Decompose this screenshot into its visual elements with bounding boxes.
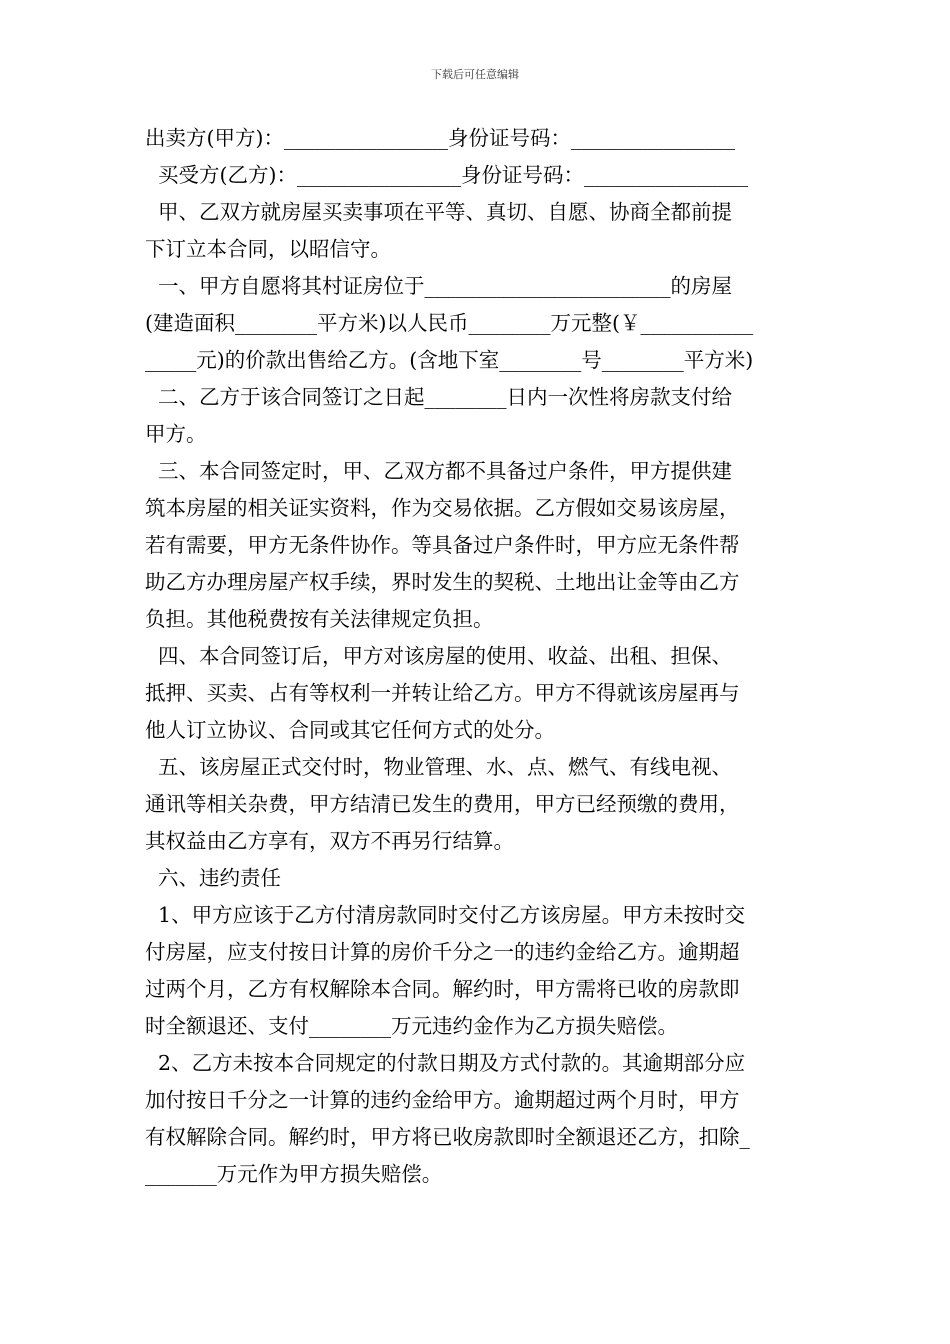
contract-line: 付房屋，应支付按日计算的房价千分之一的违约金给乙方。逾期超 <box>145 940 740 964</box>
contract-line: 其权益由乙方享有，双方不再另行结算。 <box>145 829 514 853</box>
contract-line: 甲、乙双方就房屋买卖事项在平等、真切、自愿、协商全都前提 <box>145 200 733 224</box>
contract-line: (建造面积________平方米)以人民币________万元整(￥___________ <box>145 311 754 335</box>
contract-line: 若有需要，甲方无条件协作。等具备过户条件时，甲方应无条件帮 <box>145 533 740 557</box>
contract-line: 下订立本合同，以昭信守。 <box>145 237 391 261</box>
contract-line: 有权解除合同。解约时，甲方将已收房款即时全额退还乙方，扣除_ <box>145 1125 750 1149</box>
contract-line: 六、违约责任 <box>145 866 282 890</box>
contract-line: 一、甲方自愿将其村证房位于________________________的房屋 <box>145 274 733 298</box>
contract-line: 他人订立协议、合同或其它任何方式的处分。 <box>145 718 555 742</box>
contract-line: 2、乙方未按本合同规定的付款日期及方式付款的。其逾期部分应 <box>145 1051 746 1075</box>
contract-line: 二、乙方于该合同签订之日起________日内一次性将房款支付给 <box>145 385 733 409</box>
contract-line: 1、甲方应该于乙方付清房款同时交付乙方该房屋。甲方未按时交 <box>145 903 746 927</box>
contract-line: _______万元作为甲方损失赔偿。 <box>145 1162 443 1186</box>
contract-line: 出卖方(甲方)：________________身份证号码：________________ <box>145 126 735 150</box>
contract-line: 助乙方办理房屋产权手续，界时发生的契税、土地出让金等由乙方 <box>145 570 740 594</box>
contract-line: 过两个月，乙方有权解除本合同。解约时，甲方需将已收的房款即 <box>145 977 740 1001</box>
contract-line: _____元)的价款出售给乙方。(含地下室________号________平方米) <box>145 348 754 372</box>
contract-line: 五、该房屋正式交付时，物业管理、水、点、燃气、有线电视、 <box>145 755 733 779</box>
contract-line: 抵押、买卖、占有等权利一并转让给乙方。甲方不得就该房屋再与 <box>145 681 740 705</box>
contract-line: 加付按日千分之一计算的违约金给甲方。逾期超过两个月时，甲方 <box>145 1088 740 1112</box>
contract-line: 三、本合同签定时，甲、乙双方都不具备过户条件，甲方提供建 <box>145 459 733 483</box>
contract-line: 通讯等相关杂费，甲方结清已发生的费用，甲方已经预缴的费用， <box>145 792 740 816</box>
page-header-watermark: 下载后可任意编辑 <box>431 68 519 81</box>
contract-line: 筑本房屋的相关证实资料，作为交易依据。乙方假如交易该房屋， <box>145 496 740 520</box>
contract-line: 四、本合同签订后，甲方对该房屋的使用、收益、出租、担保、 <box>145 644 733 668</box>
contract-body <box>145 120 810 1193</box>
contract-line: 买受方(乙方)：________________身份证号码：________________ <box>145 163 749 187</box>
contract-line: 时全额退还、支付________万元违约金作为乙方损失赔偿。 <box>145 1014 678 1038</box>
contract-line: 甲方。 <box>145 422 207 446</box>
contract-line: 负担。其他税费按有关法律规定负担。 <box>145 607 494 631</box>
